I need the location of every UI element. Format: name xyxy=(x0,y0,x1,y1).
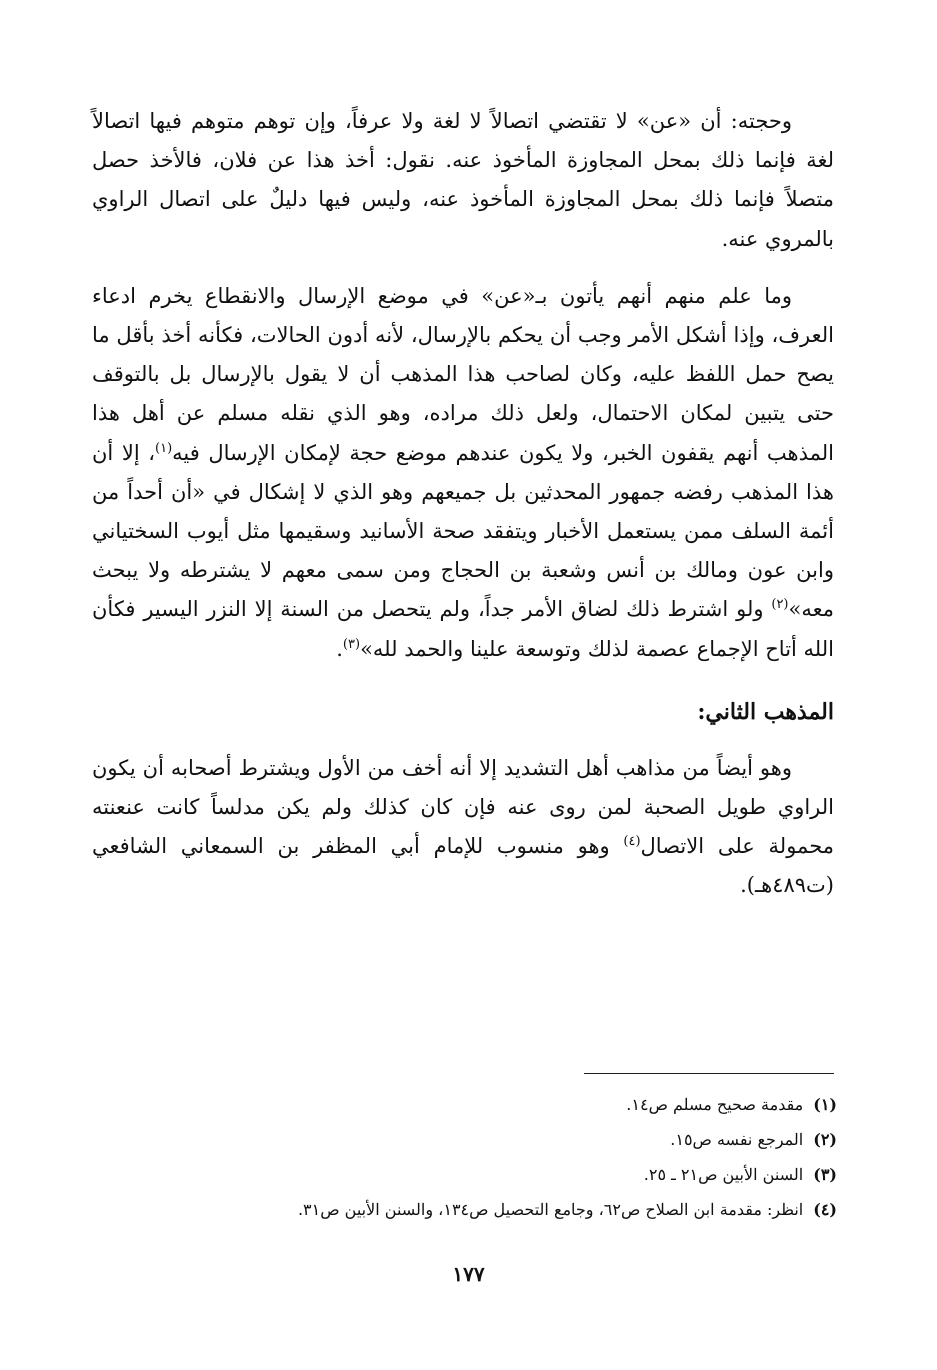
main-text xyxy=(92,102,834,906)
paragraph-2-part-a: وما علم منهم أنهم يأتون بـ«عن» في موضع الإرسال والانقطاع يخرم ادعاء العرف، وإذا أشكل الأمر وجب أن يحكم بالإرسال، لأنه أدون الحالات، فكأنه أخذ بأقل ما يصح حمل اللفظ عليه، وكان لصاحب هذا المذهب أن لا يقول بالإرسال بل بالتوقف حتى يتبين لمكان الاحتمال، ولعل ذلك مراده، وهو الذي نقله مسلم عن أهل هذا المذهب أنهم يقفون الخبر، ولا يكون عندهم موضع حجة لإمكان الإرسال فيه xyxy=(92,283,834,465)
footnote-item xyxy=(117,1122,837,1157)
footnote-text: مقدمة صحيح مسلم ص١٤. xyxy=(626,1095,804,1114)
paragraph-3-part-b: وهو منسوب للإمام أبي المظفر بن السمعاني الشافعي (ت٤٨٩هـ). xyxy=(92,834,834,898)
paragraph-3 xyxy=(92,749,834,906)
footnote-text: السنن الأبين ص٢١ ـ ٢٥. xyxy=(643,1165,804,1184)
paragraph-2-part-c: ولو اشترط ذلك لضاق الأمر جداً، ولم يتحصل من السنة إلا النزر اليسير فكأن الله أتاح الإجماع عصمة لذلك وتوسعة علينا والحمد لله» xyxy=(92,597,834,661)
page-number: ١٧٧ xyxy=(452,1262,485,1286)
footnote-number: (٤) xyxy=(813,1200,837,1219)
footnote-item xyxy=(117,1192,837,1227)
footnote-ref-4: (٤) xyxy=(623,834,641,850)
paragraph-2-part-b: ، إلا أن هذا المذهب رفضه جمهور المحدثين بل جميعهم وهو الذي لا إشكال في «أن أحداً من أئمة السلف ممن يستعمل الأخبار ويتفقد صحة الأسانيد وسقيمها مثل أيوب السختياني وابن عون ومالك بن أنس وشعبة بن الحجاج ومن سمى معهم لا يشترطه ولا يبحث معه» xyxy=(92,440,834,622)
footnote-text: انظر: مقدمة ابن الصلاح ص٦٢، وجامع التحصيل ص١٣٤، والسنن الأبين ص٣١. xyxy=(297,1200,804,1219)
footnote-ref-1: (١) xyxy=(155,440,173,456)
footnote-number: (١) xyxy=(813,1095,837,1114)
section-heading: المذهب الثاني: xyxy=(697,698,834,725)
paragraph-1: وحجته: أن «عن» لا تقتضي اتصالاً لا لغة ولا عرفاً، وإن توهم متوهم فيها اتصالاً لغة فإنما ذلك بمحل المجاوزة المأخوذ عنه. نقول: أخذ هذا عن فلان، فالأخذ حصل متصلاً فإنما ذلك بمحل المجاوزة المأخوذ عنه، وليس فيها دليلٌ على اتصال الراوي بالمروي عنه. xyxy=(92,109,834,251)
footnote-divider xyxy=(584,1073,834,1074)
footnote-ref-2: (٢) xyxy=(771,597,789,613)
paragraph-2 xyxy=(92,277,834,669)
footnotes-list xyxy=(117,1087,837,1227)
paragraph-2-part-d: . xyxy=(336,636,343,661)
footnote-number: (٣) xyxy=(813,1165,837,1184)
footnote-item xyxy=(117,1157,837,1192)
footnote-ref-3: (٣) xyxy=(342,636,361,652)
footnote-number: (٢) xyxy=(813,1130,837,1149)
footnote-item xyxy=(117,1087,837,1122)
footnote-text: المرجع نفسه ص١٥. xyxy=(670,1130,804,1149)
paragraph-3-part-a: وهو أيضاً من مذاهب أهل التشديد إلا أنه أخف من الأول ويشترط أصحابه أن يكون الراوي طويل الصحبة لمن روى عنه فإن كان كذلك ولم يكن مدلساً كانت عنعنته محمولة على الاتصال xyxy=(92,755,835,859)
